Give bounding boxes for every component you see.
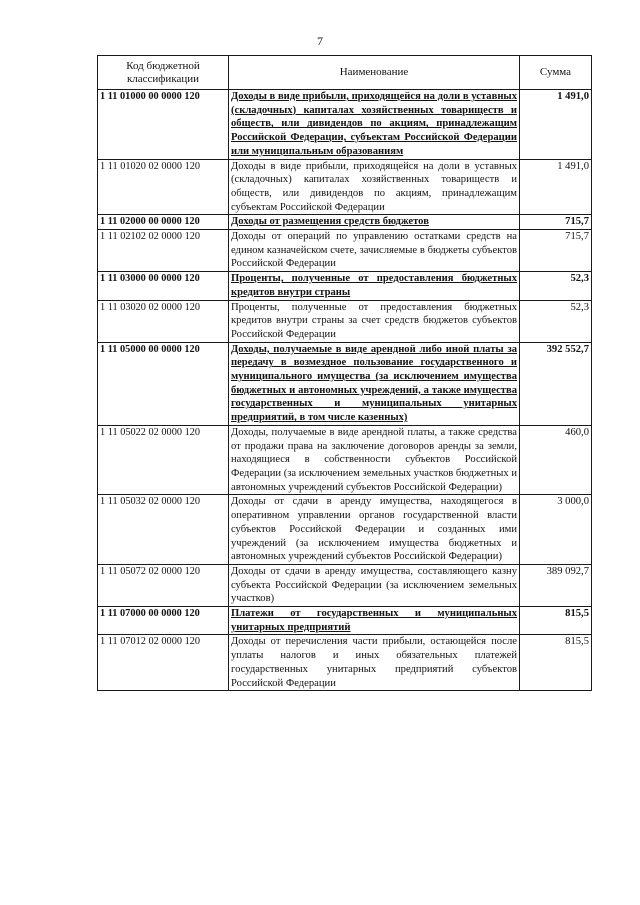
table-header-row [98, 56, 592, 90]
sum-cell: 392 552,7 [520, 342, 592, 425]
table-row [98, 635, 592, 691]
sum-cell: 3 000,0 [520, 495, 592, 565]
table-row [98, 159, 592, 215]
name-cell: Доходы от перечисления части прибыли, остающейся после уплаты налогов и иных обязательных платежей государственных унитарных предприятий субъектов Российской Федерации [229, 635, 520, 691]
header-sum: Сумма [520, 56, 592, 90]
name-cell: Доходы в виде прибыли, приходящейся на доли в уставных (складочных) капиталах хозяйственных товариществ и обществ, или дивидендов по акциям, принадлежащим Российской Федерации, субъектам Российской Федерации или муниципальным образованиям [229, 90, 520, 160]
name-cell: Проценты, полученные от предоставления бюджетных кредитов внутри страны за счет средств бюджетов субъектов Российской Федерации [229, 300, 520, 342]
code-cell: 1 11 02000 00 0000 120 [98, 215, 229, 230]
name-cell: Доходы в виде прибыли, приходящейся на доли в уставных (складочных) капиталах хозяйственных товариществ и обществ, или дивидендов по акциям, принадлежащим субъектам Российской Федерации [229, 159, 520, 215]
code-cell: 1 11 03020 02 0000 120 [98, 300, 229, 342]
name-cell: Доходы, получаемые в виде арендной платы, а также средства от продажи права на заключение договоров аренды за земли, находящиеся в собственности субъектов Российской Федерации (за исключением земельных участков бюджетных и автономных учреждений субъектов Российской Федерации) [229, 425, 520, 495]
sum-cell: 815,5 [520, 635, 592, 691]
table-row [98, 90, 592, 160]
table-row [98, 564, 592, 606]
name-cell: Доходы от сдачи в аренду имущества, составляющего казну субъекта Российской Федерации (за исключением земельных участков) [229, 564, 520, 606]
code-cell: 1 11 07000 00 0000 120 [98, 607, 229, 635]
name-cell: Доходы от размещения средств бюджетов [229, 215, 520, 230]
sum-cell: 460,0 [520, 425, 592, 495]
name-cell: Проценты, полученные от предоставления бюджетных кредитов внутри страны [229, 272, 520, 300]
sum-cell: 1 491,0 [520, 90, 592, 160]
table-row [98, 495, 592, 565]
table-row [98, 230, 592, 272]
sum-cell: 715,7 [520, 230, 592, 272]
sum-cell: 52,3 [520, 272, 592, 300]
code-cell: 1 11 02102 02 0000 120 [98, 230, 229, 272]
code-cell: 1 11 05022 02 0000 120 [98, 425, 229, 495]
sum-cell: 715,7 [520, 215, 592, 230]
sum-cell: 1 491,0 [520, 159, 592, 215]
table-row [98, 425, 592, 495]
table-row [98, 607, 592, 635]
code-cell: 1 11 01000 00 0000 120 [98, 90, 229, 160]
code-cell: 1 11 05000 00 0000 120 [98, 342, 229, 425]
code-cell: 1 11 05032 02 0000 120 [98, 495, 229, 565]
budget-revenue-table [97, 55, 592, 691]
table-row [98, 215, 592, 230]
table-row [98, 300, 592, 342]
name-cell: Платежи от государственных и муниципальных унитарных предприятий [229, 607, 520, 635]
name-cell: Доходы от сдачи в аренду имущества, находящегося в оперативном управлении органов государственной власти субъектов Российской Федерации и созданных ими учреждений (за исключением имущества бюджетных и автономных учреждений субъектов Российской Федерации) [229, 495, 520, 565]
header-name: Наименование [229, 56, 520, 90]
code-cell: 1 11 07012 02 0000 120 [98, 635, 229, 691]
table-body [98, 90, 592, 691]
code-cell: 1 11 01020 02 0000 120 [98, 159, 229, 215]
page-number: 7 [317, 34, 323, 48]
name-cell: Доходы, получаемые в виде арендной либо иной платы за передачу в возмездное пользование государственного и муниципального имущества (за исключением имущества бюджетных и автономных учреждений, а также имущества государственных и муниципальных унитарных предприятий, в том числе казенных) [229, 342, 520, 425]
code-cell: 1 11 05072 02 0000 120 [98, 564, 229, 606]
header-code: Код бюджетной классификации [98, 56, 229, 90]
sum-cell: 389 092,7 [520, 564, 592, 606]
sum-cell: 52,3 [520, 300, 592, 342]
table-row [98, 272, 592, 300]
name-cell: Доходы от операций по управлению остатками средств на едином казначейском счете, зачисляемые в бюджеты субъектов Российской Федерации [229, 230, 520, 272]
code-cell: 1 11 03000 00 0000 120 [98, 272, 229, 300]
sum-cell: 815,5 [520, 607, 592, 635]
table-row [98, 342, 592, 425]
